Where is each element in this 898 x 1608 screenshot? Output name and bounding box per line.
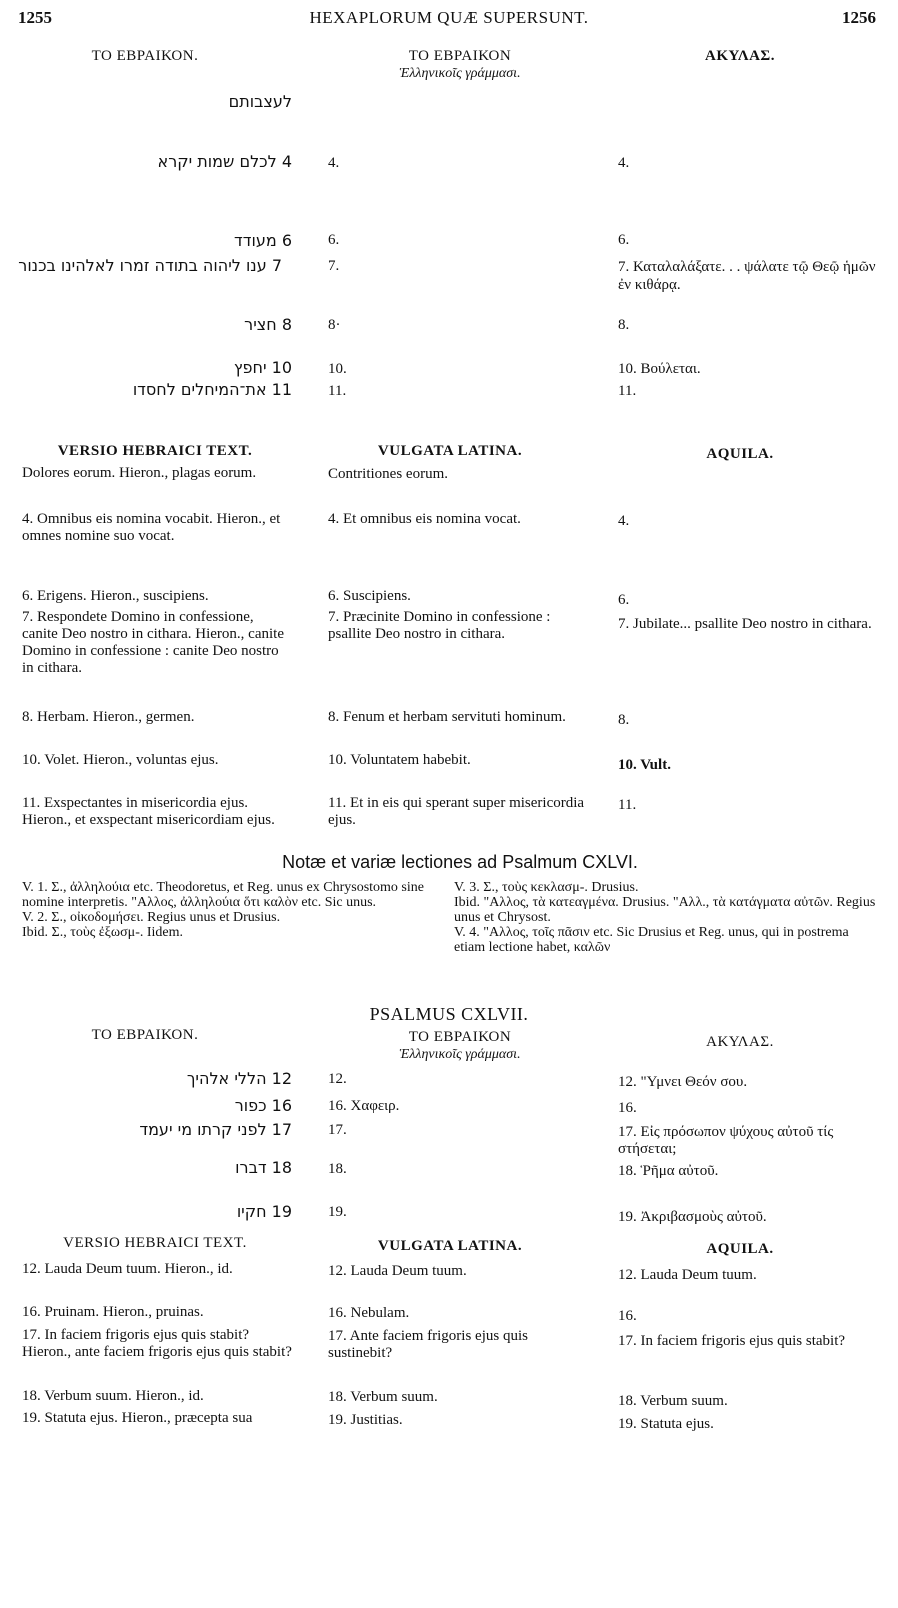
hebrew-line: 4 לכלם שמות יקרא [157,152,292,171]
vulgata-verse: 12. Lauda Deum tuum. [328,1263,467,1279]
hebrew-line: 16 כפור [234,1096,292,1115]
page-number-right: 1256 [842,8,876,27]
notes-title: Notæ et variæ lectiones ad Psalmum CXLVI. [282,852,638,872]
running-title: HEXAPLORUM QUÆ SUPERSUNT. [309,8,589,27]
notes-left-column: V. 1. Σ., ἀλληλούια etc. Theodoretus, et Reg. unus ex Chrysostomo sine nomine interpretis. "Αλλος, ἀλληλούια ὅτι καλὸν etc. Sic unus. V. 2. Σ., οἰκοδομήσει. Regius unus et Drusius. Ibid. Σ., τοὺς ἐξωσμ-. Iidem. [22,880,424,940]
versio-verse: 12. Lauda Deum tuum. Hieron., id. [22,1261,233,1277]
vulgata-verse: 11. Et in eis qui sperant super misericordia ejus. [328,795,585,828]
vulgata-verse: 6. Suscipiens. [328,588,411,604]
aquila-latin-verse: 11. [618,797,637,813]
col-head-hebrew: ΤΟ ΕΒΡΑΙΚΟΝ. [91,48,199,64]
aquila-latin-verse: 16. [618,1308,637,1324]
versio-verse: 17. In faciem frigoris ejus quis stabit? Hieron., ante faciem frigoris ejus quis stabit? [22,1327,292,1360]
aquila-verse: 11. [618,383,637,399]
col-subhead-greek-letters: Ἑλληνικοῖς γράμμασι. [399,66,521,81]
vulgata-verse: 4. Et omnibus eis nomina vocat. [328,511,521,527]
vulgata-verse: 17. Ante faciem frigoris ejus quis sustinebit? [328,1328,528,1361]
versio-verse: 7. Respondete Domino in confessione, canite Deo nostro in cithara. Hieron., canite Domino in confessione : canite Deo nostro in cithara. [22,609,284,676]
hebrew-line: 19 חקיו [236,1202,292,1221]
page-number-left: 1255 [18,8,52,27]
col-subhead-greek-letters: Ἑλληνικοῖς γράμμασι. [399,1047,521,1062]
greek-letters-verse: 4. [328,155,340,171]
hebrew-line: 18 דברו [235,1158,292,1177]
aquila-verse: 4. [618,155,630,171]
versio-verse: 11. Exspectantes in misericordia ejus. Hieron., et exspectant misericordiam ejus. [22,795,275,828]
versio-verse: 6. Erigens. Hieron., suscipiens. [22,588,209,604]
greek-letters-verse: 18. [328,1161,347,1177]
versio-verse: Dolores eorum. Hieron., plagas eorum. [22,465,257,481]
aquila-verse: 8. [618,317,630,333]
greek-letters-verse: 12. [328,1071,347,1087]
versio-verse: 10. Volet. Hieron., voluntas ejus. [22,752,219,768]
hebrew-line: לעצבותם [228,92,292,111]
aquila-verse: 16. [618,1100,637,1116]
aquila-latin-verse: 8. [618,712,630,728]
aquila-latin-verse: 19. Statuta ejus. [618,1416,714,1432]
vulgata-verse: 19. Justitias. [328,1412,403,1428]
col-head-versio: VERSIO HEBRAICI TEXT. [57,443,253,459]
versio-verse: 16. Pruinam. Hieron., pruinas. [22,1304,204,1320]
versio-verse: 8. Herbam. Hieron., germen. [22,709,195,725]
vulgata-verse: 8. Fenum et herbam servituti hominum. [328,709,566,725]
col-head-vulgata: VULGATA LATINA. [377,1238,523,1254]
aquila-verse: 19. Ἀκριβασμοὺς αὐτοῦ. [618,1209,767,1225]
vulgata-verse: 10. Voluntatem habebit. [328,752,471,768]
aquila-latin-verse: 4. [618,513,630,529]
greek-letters-verse: 6. [328,232,340,248]
col-head-greek-letters: ΤΟ ΕΒΡΑΙΚΟΝ [408,48,512,64]
col-head-vulgata: VULGATA LATINA. [377,443,523,459]
psalm-title: PSALMUS CXLVII. [369,1004,529,1024]
col-head-hebrew: ΤΟ ΕΒΡΑΙΚΟΝ. [91,1027,199,1043]
versio-verse: 19. Statuta ejus. Hieron., præcepta sua [22,1410,253,1426]
col-head-aquila: ΑΚΥΛΑΣ. [705,48,775,64]
versio-verse: 18. Verbum suum. Hieron., id. [22,1388,204,1404]
col-head-aquila: ΑΚΥΛΑΣ. [706,1034,774,1050]
aquila-verse: 12. "Υμνει Θεόν σου. [618,1074,748,1090]
col-head-versio: VERSIO HEBRAICI TEXT. [63,1235,247,1251]
aquila-latin-verse: 12. Lauda Deum tuum. [618,1267,757,1283]
greek-letters-verse: 11. [328,383,347,399]
aquila-latin-verse: 18. Verbum suum. [618,1393,728,1409]
greek-letters-verse: 10. [328,361,347,377]
col-head-greek-letters: ΤΟ ΕΒΡΑΙΚΟΝ [408,1029,512,1045]
hebrew-line: 8 חציר [244,315,292,334]
vulgata-verse: 18. Verbum suum. [328,1389,438,1405]
aquila-verse: 7. Καταλαλάξατε. . . ψάλατε τῷ Θεῷ ἡμῶν ἐν κιθάρᾳ. [618,259,876,293]
greek-letters-verse: 7. [328,258,340,274]
versio-verse: 4. Omnibus eis nomina vocabit. Hieron., et omnes nomine suo vocat. [22,511,281,544]
vulgata-verse: 16. Nebulam. [328,1305,410,1321]
greek-letters-verse: 16. Χαφειρ. [328,1098,400,1114]
greek-letters-verse: 17. [328,1122,347,1138]
aquila-verse: 18. Ῥῆμα αὐτοῦ. [618,1163,719,1179]
hebrew-line: 6 מעודד [234,231,292,250]
aquila-verse: 17. Εἰς πρόσωπον ψύχους αὐτοῦ τίς στήσεται; [618,1124,834,1157]
aquila-latin-verse: 17. In faciem frigoris ejus quis stabit? [618,1333,846,1349]
greek-letters-verse: 19. [328,1204,347,1220]
hebrew-line: 17 לפני קרתו מי יעמד [139,1120,292,1139]
hebrew-line: 10 יחפץ [233,358,292,377]
vulgata-verse: 7. Præcinite Domino in confessione : psallite Deo nostro in cithara. [328,609,551,642]
col-head-aquila-latin: AQUILA. [706,446,774,462]
aquila-latin-verse: 10. Vult. [618,757,671,773]
vulgata-verse: Contritiones eorum. [328,466,448,482]
aquila-latin-verse: 6. [618,592,630,608]
aquila-verse: 6. [618,232,630,248]
hebrew-line: 11 את־המיחלים לחסדו [132,380,292,399]
greek-letters-verse: 8· [328,317,341,333]
hebrew-line: 7 ענו ליהוה בתודה זמרו לאלהינו בכנור [18,256,282,275]
col-head-aquila-latin: AQUILA. [706,1241,774,1257]
aquila-latin-verse: 7. Jubilate... psallite Deo nostro in cithara. [618,616,872,632]
notes-right-column: V. 3. Σ., τοὺς κεκλασμ-. Drusius. Ibid. "Αλλος, τὰ κατεαγμένα. Drusius. "Αλλ., τὰ κατάγματα αὐτῶν. Regius unus et Chrysost. V. 4. "Αλλος, τοῖς πᾶσιν etc. Sic Drusius et Reg. unus, qui in postrema etiam lectione habet, καλῶν [454,880,876,955]
aquila-verse: 10. Βούλεται. [618,361,701,377]
hebrew-line: 12 הללי אלהיך [186,1069,292,1088]
